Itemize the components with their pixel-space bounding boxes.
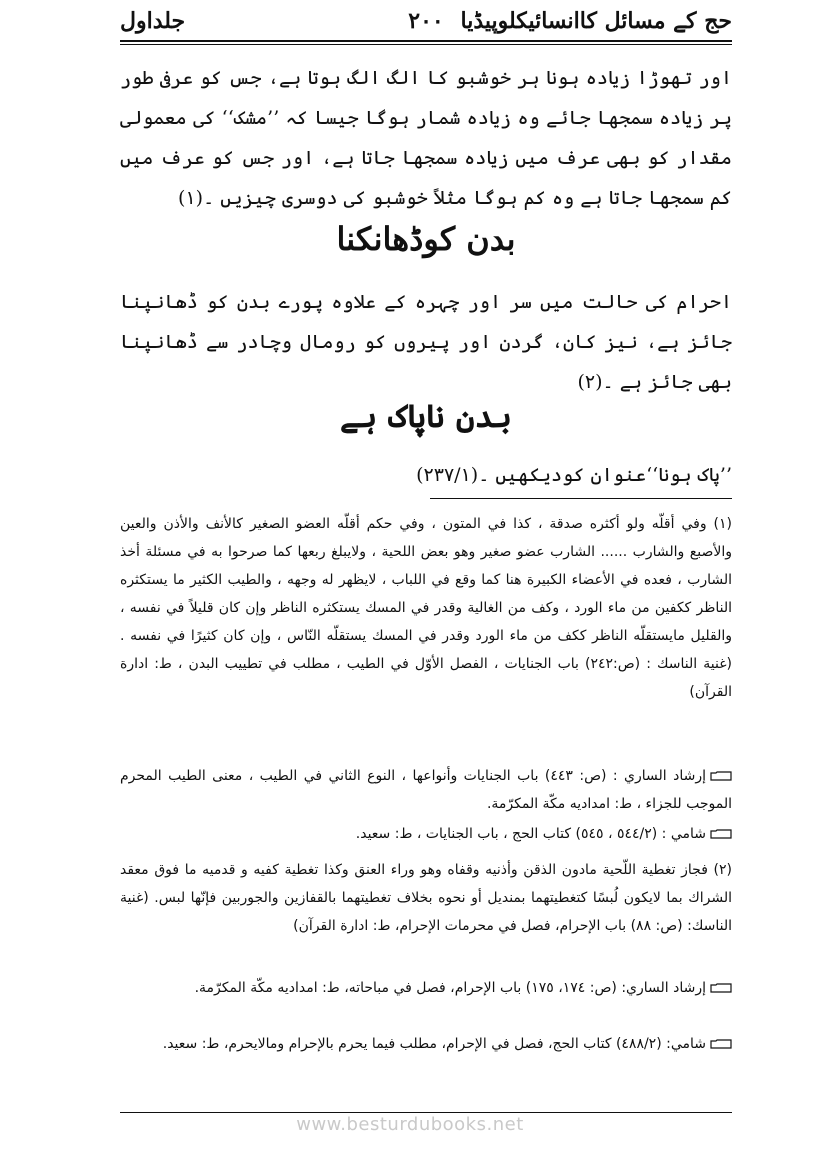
book-reference-icon xyxy=(710,829,732,839)
section-heading-2: بدن ناپاک ہے xyxy=(339,397,513,435)
watermark: www.besturdubooks.net xyxy=(296,1114,524,1135)
body-paragraph-2: احرام کی حالت میں سر اور چہرہ کے علاوہ پورے بدن کو ڈھانپنا جائز ہے، نیز کان، گردن اور پیروں کو رومال وچادر سے ڈھانپنا بھی جائز ہے ۔(۲) xyxy=(120,291,732,393)
footer-rule xyxy=(120,1112,732,1113)
footnote-ref-text: إرشاد الساري: (ص: ١٧٤، ١٧٥) باب الإحرام، فصل في مباحاته، ط: امداديه مكّة المكرّمة. xyxy=(194,980,706,996)
footnote-2: (٢) فجاز تغطية اللّحية مادون الذقن وأذنيه وقفاه وهو وراء العنق وكذا تغطية كفيه و قدميه ما فوق معقد الشراك بما لايكون لُبسًا كتغطيتهما بمنديل أو نحوه بخلاف تغطيتهما بالقفازين والجوربين فإنّها لبس. (غنية الناسك: (ص: ٨٨) باب الإحرام، فصل في محرمات الإحرام، ط: ادارة القرآن) xyxy=(120,862,732,934)
footnote-ref-text: شامي : (٥٤٤/٢ ، ٥٤٥) كتاب الحج ، باب الجنايات ، ط: سعيد. xyxy=(355,826,706,842)
page-header xyxy=(120,6,732,40)
page-number: ٢٠٠ xyxy=(408,8,444,34)
book-reference-icon xyxy=(710,983,732,993)
footnote-ref-text: شامي: (٤٨٨/٢) كتاب الحج، فصل في الإحرام، مطلب فيما يحرم بالإحرام ومالايحرم، ط: سعيد. xyxy=(162,1036,706,1052)
footnote-separator xyxy=(430,498,732,499)
body-paragraph-1: اور تھوڑا زیادہ ہونا ہر خوشبو کا الگ الگ ہوتا ہے، جس کو عرفی طور پر زیادہ سمجھا جائے وہ زیادہ شمار ہوگا جیسا کہ ’’مشک‘‘ کی معمولی مقدار کو بھی عرف میں زیادہ سمجھا جاتا ہے، اور جس کو عرف میں کم سمجھا جاتا ہے وہ کم ہوگا مثلاً خوشبو کی دوسری چیزیں ۔(۱) xyxy=(120,67,732,209)
book-reference-icon xyxy=(710,771,732,781)
footnote-ref-irshad-1 xyxy=(120,762,732,818)
section-heading-1: بدن کوڈھانکنا xyxy=(336,220,516,258)
footnote-ref-irshad-2 xyxy=(120,974,732,1030)
header-rule-thin xyxy=(120,44,732,45)
footnote-ref-shami-2 xyxy=(120,1030,732,1086)
footnote-ref-text: إرشاد الساري : (ص: ٤٤٣) باب الجنايات وأنواعها ، النوع الثاني في الطيب ، معنى الطيب المحرم الموجب للجزاء ، ط: امداديه مكّة المكرّمة. xyxy=(120,768,732,812)
body-paragraph-3: ’’پاک ہونا‘‘عنوان کودیکھیں ۔(۲۳۷/۱) xyxy=(416,464,732,486)
footnote-ref-shami-1 xyxy=(120,820,732,848)
volume-label: جلداول xyxy=(120,8,186,34)
header-rule-thick xyxy=(120,40,732,42)
book-title: حج کے مسائل کاانسائیکلوپیڈیا xyxy=(460,8,732,34)
footnote-1: (۱) وفي أقلّه ولو أكثره صدقة ، كذا في المتون ، وفي حكم أقلّه العضو الصغير كالأنف والأذن والعين والأصبع والشارب ...... الشارب عضو صغير وهو بعض اللحية ، ولايبلغ ربعها كما صرحوا به في مسئلة أخذ الشارب ، فعده في الأعضاء الكبيرة هنا كما وقع في اللباب ، لايظهر له وجهه ، والطيب الكثير ما يستكثره الناظر ككفين من ماء الورد ، وكف من الغالية وقدر في المسك يستكثره الناظر وإن كان قليلاً في نفسه ، والقليل مايستقلّه الناظر ككف من ماء الورد وقدر في المسك يستقلّه النّاس ، وإن كان كثيرًا في نفسه . (غنية الناسك : (ص:٢٤٢) باب الجنايات ، الفصل الأوّل في الطيب ، مطلب في تطييب البدن ، ط: ادارة القرآن) xyxy=(120,516,732,700)
book-reference-icon xyxy=(710,1039,732,1049)
